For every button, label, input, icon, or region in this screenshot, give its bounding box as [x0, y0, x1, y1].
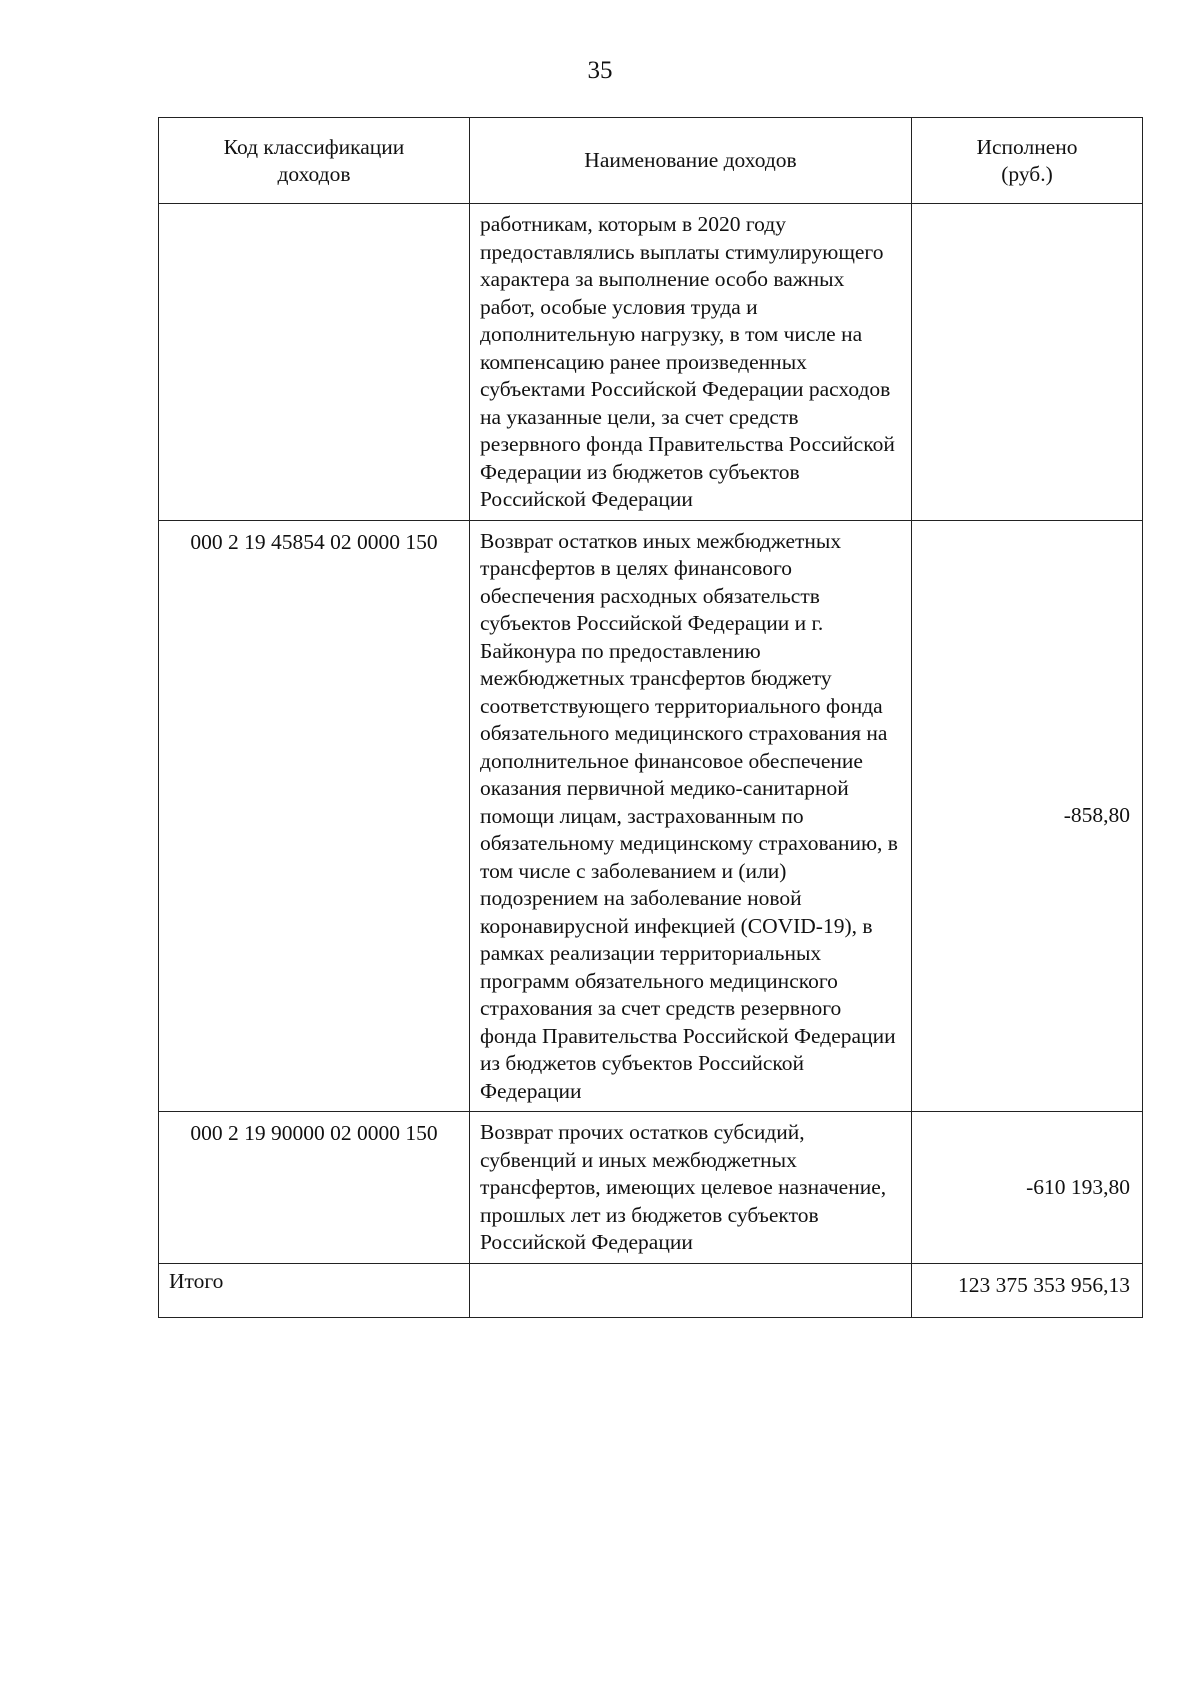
table-row	[159, 204, 1143, 521]
total-name	[470, 1263, 912, 1317]
total-amount: 123 375 353 956,13	[912, 1263, 1143, 1317]
row-amount: -610 193,80	[912, 1112, 1143, 1264]
row-name: Возврат остатков иных межбюджетных трансфертов в целях финансового обеспечения расходных обязательств субъектов Российской Федерации и г. Байконура по предоставлению межбюджетных трансфертов бюджету соответствующего территориального фонда обязательного медицинского страхования на дополнительное финансовое обеспечение оказания первичной медико-санитарной помощи лицам, застрахованным по обязательному медицинскому страхованию, в том числе с заболеванием и (или) подозрением на заболевание новой коронавирусной инфекцией (COVID-19), в рамках реализации территориальных программ обязательного медицинского страхования за счет средств резервного фонда Правительства Российской Федерации из бюджетов субъектов Российской Федерации	[470, 520, 912, 1112]
row-name: работникам, которым в 2020 году предоставлялись выплаты стимулирующего характера за выполнение особо важных работ, особые условия труда и дополнительную нагрузку, в том числе на компенсацию ранее произведенных субъектами Российской Федерации расходов на указанные цели, за счет средств резервного фонда Правительства Российской Федерации из бюджетов субъектов Российской Федерации	[470, 204, 912, 521]
header-amount: Исполнено (руб.)	[912, 118, 1143, 204]
total-row	[159, 1263, 1143, 1317]
table-row	[159, 520, 1143, 1112]
row-amount: -858,80	[912, 520, 1143, 1112]
row-amount	[912, 204, 1143, 521]
header-code: Код классификации доходов	[159, 118, 470, 204]
row-code	[159, 204, 470, 521]
row-code: 000 2 19 90000 02 0000 150	[159, 1112, 470, 1264]
total-label: Итого	[159, 1263, 470, 1317]
page-number: 35	[587, 57, 613, 84]
header-name: Наименование доходов	[470, 118, 912, 204]
row-name: Возврат прочих остатков субсидий, субвенций и иных межбюджетных трансфертов, имеющих целевое назначение, прошлых лет из бюджетов субъектов Российской Федерации	[470, 1112, 912, 1264]
row-code: 000 2 19 45854 02 0000 150	[159, 520, 470, 1112]
table-row	[159, 1112, 1143, 1264]
revenue-table	[158, 117, 1143, 1318]
table-header-row	[159, 118, 1143, 204]
